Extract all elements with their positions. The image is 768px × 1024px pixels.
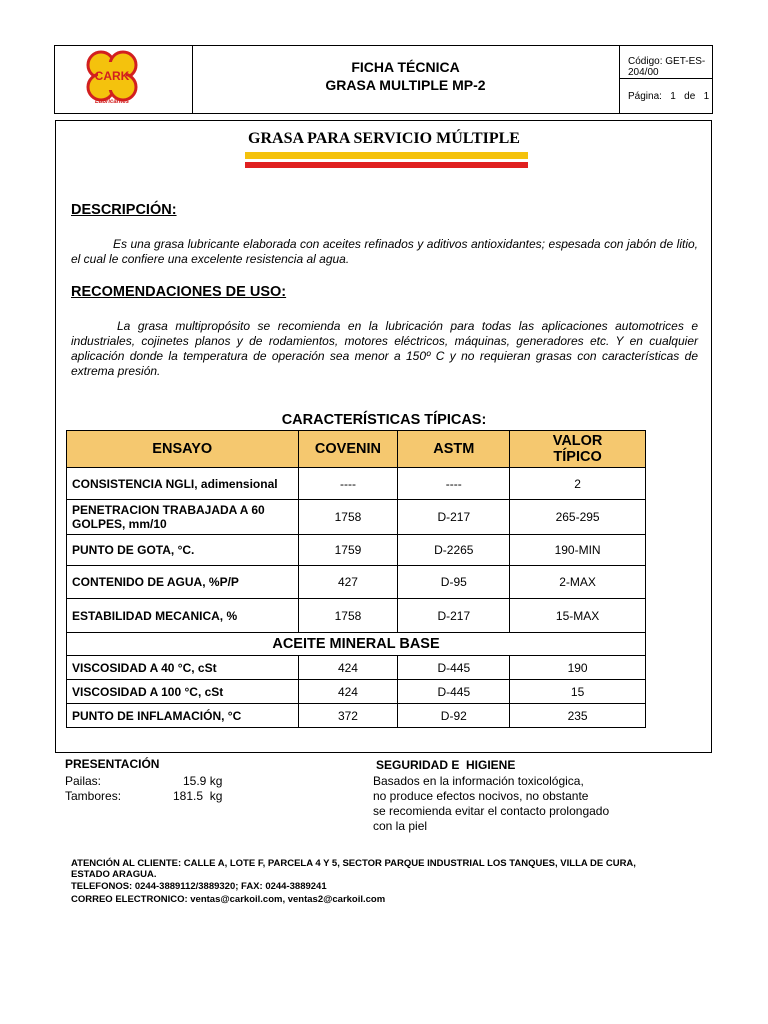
cell-ensayo: VISCOSIDAD A 100 °C, cSt xyxy=(67,680,299,704)
stripe-yellow xyxy=(245,152,528,159)
seguridad-line: no produce efectos nocivos, no obstante xyxy=(373,789,589,803)
cell-astm: D-445 xyxy=(398,680,510,704)
aceite-mineral-base-subheader: ACEITE MINERAL BASE xyxy=(67,633,646,656)
table-row xyxy=(67,680,646,704)
recomendaciones-text: La grasa multipropósito se recomienda en la lubricación para todas las aplicaciones automotrices e industriales, cojinetes planos y de rodamientos, motores eléctricos, máquinas, generadores etc. Y en cualquier aplicación donde la temperatura de operación sea menor a 150º C y no requieran grasas con características de extrema presión. xyxy=(71,319,698,378)
cell-valor: 190-MIN xyxy=(510,535,646,566)
header-meta xyxy=(620,46,712,113)
logo-text: CARK xyxy=(94,69,130,83)
cell-astm: D-217 xyxy=(398,599,510,633)
cell-astm: D-2265 xyxy=(398,535,510,566)
presentacion-heading: PRESENTACIÓN xyxy=(65,757,160,771)
cell-ensayo: CONSISTENCIA NGLI, adimensional xyxy=(67,468,299,500)
seguridad-line: con la piel xyxy=(373,819,428,833)
table-row xyxy=(67,704,646,728)
cell-covenin: ---- xyxy=(298,468,398,500)
page-number: 1 xyxy=(670,91,676,102)
col-ensayo: ENSAYO xyxy=(67,431,299,468)
table-row xyxy=(67,656,646,680)
presentacion-item-value: 15.9 kg xyxy=(183,774,223,788)
cell-astm: D-217 xyxy=(398,500,510,535)
cell-valor: 235 xyxy=(510,704,646,728)
seguridad-heading: SEGURIDAD E HIGIENE xyxy=(376,758,516,772)
presentacion-item-label: Tambores: xyxy=(65,789,122,803)
page-info xyxy=(620,79,712,113)
cell-valor: 2-MAX xyxy=(510,566,646,599)
recomendaciones-heading: RECOMENDACIONES DE USO: xyxy=(71,284,287,300)
cell-ensayo: PENETRACION TRABAJADA A 60 GOLPES, mm/10 xyxy=(67,500,299,535)
cell-astm: ---- xyxy=(398,468,510,500)
descripcion-text: Es una grasa lubricante elaborada con aceites refinados y aditivos antioxidantes; espesada con jabón de litio, el cual le confiere una excelente resistencia al agua. xyxy=(71,237,698,266)
cell-ensayo: PUNTO DE GOTA, °C. xyxy=(67,535,299,566)
page-label: Página: xyxy=(628,91,662,102)
table-subheader-row xyxy=(67,633,646,656)
cell-valor: 15-MAX xyxy=(510,599,646,633)
col-covenin: COVENIN xyxy=(298,431,398,468)
presentacion-item-value: 181.5 kg xyxy=(173,789,223,803)
cell-covenin: 1758 xyxy=(298,500,398,535)
cell-valor: 265-295 xyxy=(510,500,646,535)
document-code: Código: GET-ES-204/00 xyxy=(620,46,712,79)
seguridad-line: Basados en la información toxicológica, xyxy=(373,774,584,788)
title-line-2: GRASA MULTIPLE MP-2 xyxy=(325,77,486,93)
table-caption: CARACTERÍSTICAS TÍPICAS: xyxy=(281,412,487,428)
table-row xyxy=(67,599,646,633)
product-title: GRASA PARA SERVICIO MÚLTIPLE xyxy=(248,130,520,147)
footer-state: ESTADO ARAGUA. xyxy=(71,869,157,880)
cell-ensayo: PUNTO DE INFLAMACIÓN, °C xyxy=(67,704,299,728)
descripcion-heading: DESCRIPCIÓN: xyxy=(71,202,177,218)
title-line-1: FICHA TÉCNICA xyxy=(351,59,460,75)
cark-logo xyxy=(55,46,192,113)
col-astm: ASTM xyxy=(398,431,510,468)
table-row xyxy=(67,500,646,535)
cell-covenin: 424 xyxy=(298,656,398,680)
table-row xyxy=(67,566,646,599)
presentacion-item-label: Pailas: xyxy=(65,774,102,788)
cell-astm: D-92 xyxy=(398,704,510,728)
cell-covenin: 372 xyxy=(298,704,398,728)
cell-ensayo: VISCOSIDAD A 40 °C, cSt xyxy=(67,656,299,680)
footer-address: ATENCIÓN AL CLIENTE: CALLE A, LOTE F, PARCELA 4 Y 5, SECTOR PARQUE INDUSTRIAL LOS TANQUES, VILLA DE CURA, xyxy=(71,858,636,869)
cell-ensayo: ESTABILIDAD MECANICA, % xyxy=(67,599,299,633)
cell-astm: D-445 xyxy=(398,656,510,680)
footer-phones: TELEFONOS: 0244-3889112/3889320; FAX: 0244-3889241 xyxy=(71,881,327,892)
cell-astm: D-95 xyxy=(398,566,510,599)
logo-cell xyxy=(55,46,193,113)
cell-valor: 2 xyxy=(510,468,646,500)
cell-covenin: 1758 xyxy=(298,599,398,633)
cell-ensayo: CONTENIDO DE AGUA, %P/P xyxy=(67,566,299,599)
table-row xyxy=(67,535,646,566)
footer-email: CORREO ELECTRONICO: ventas@carkoil.com, ventas2@carkoil.com xyxy=(71,894,386,905)
cell-covenin: 427 xyxy=(298,566,398,599)
header-box xyxy=(54,45,713,114)
cell-covenin: 1759 xyxy=(298,535,398,566)
col-valor-tipico: VALOR TÍPICO xyxy=(510,431,646,468)
table-row xyxy=(67,468,646,500)
page-of: de xyxy=(684,91,696,102)
characteristics-table xyxy=(66,430,646,728)
cell-valor: 15 xyxy=(510,680,646,704)
seguridad-line: se recomienda evitar el contacto prolongado xyxy=(373,804,610,818)
logo-subtext: Lubricantes xyxy=(94,99,130,105)
cell-covenin: 424 xyxy=(298,680,398,704)
header-title xyxy=(192,46,620,113)
table-header-row xyxy=(67,431,646,468)
page-total: 1 xyxy=(703,91,710,102)
cell-valor: 190 xyxy=(510,656,646,680)
stripe-red xyxy=(245,162,528,168)
